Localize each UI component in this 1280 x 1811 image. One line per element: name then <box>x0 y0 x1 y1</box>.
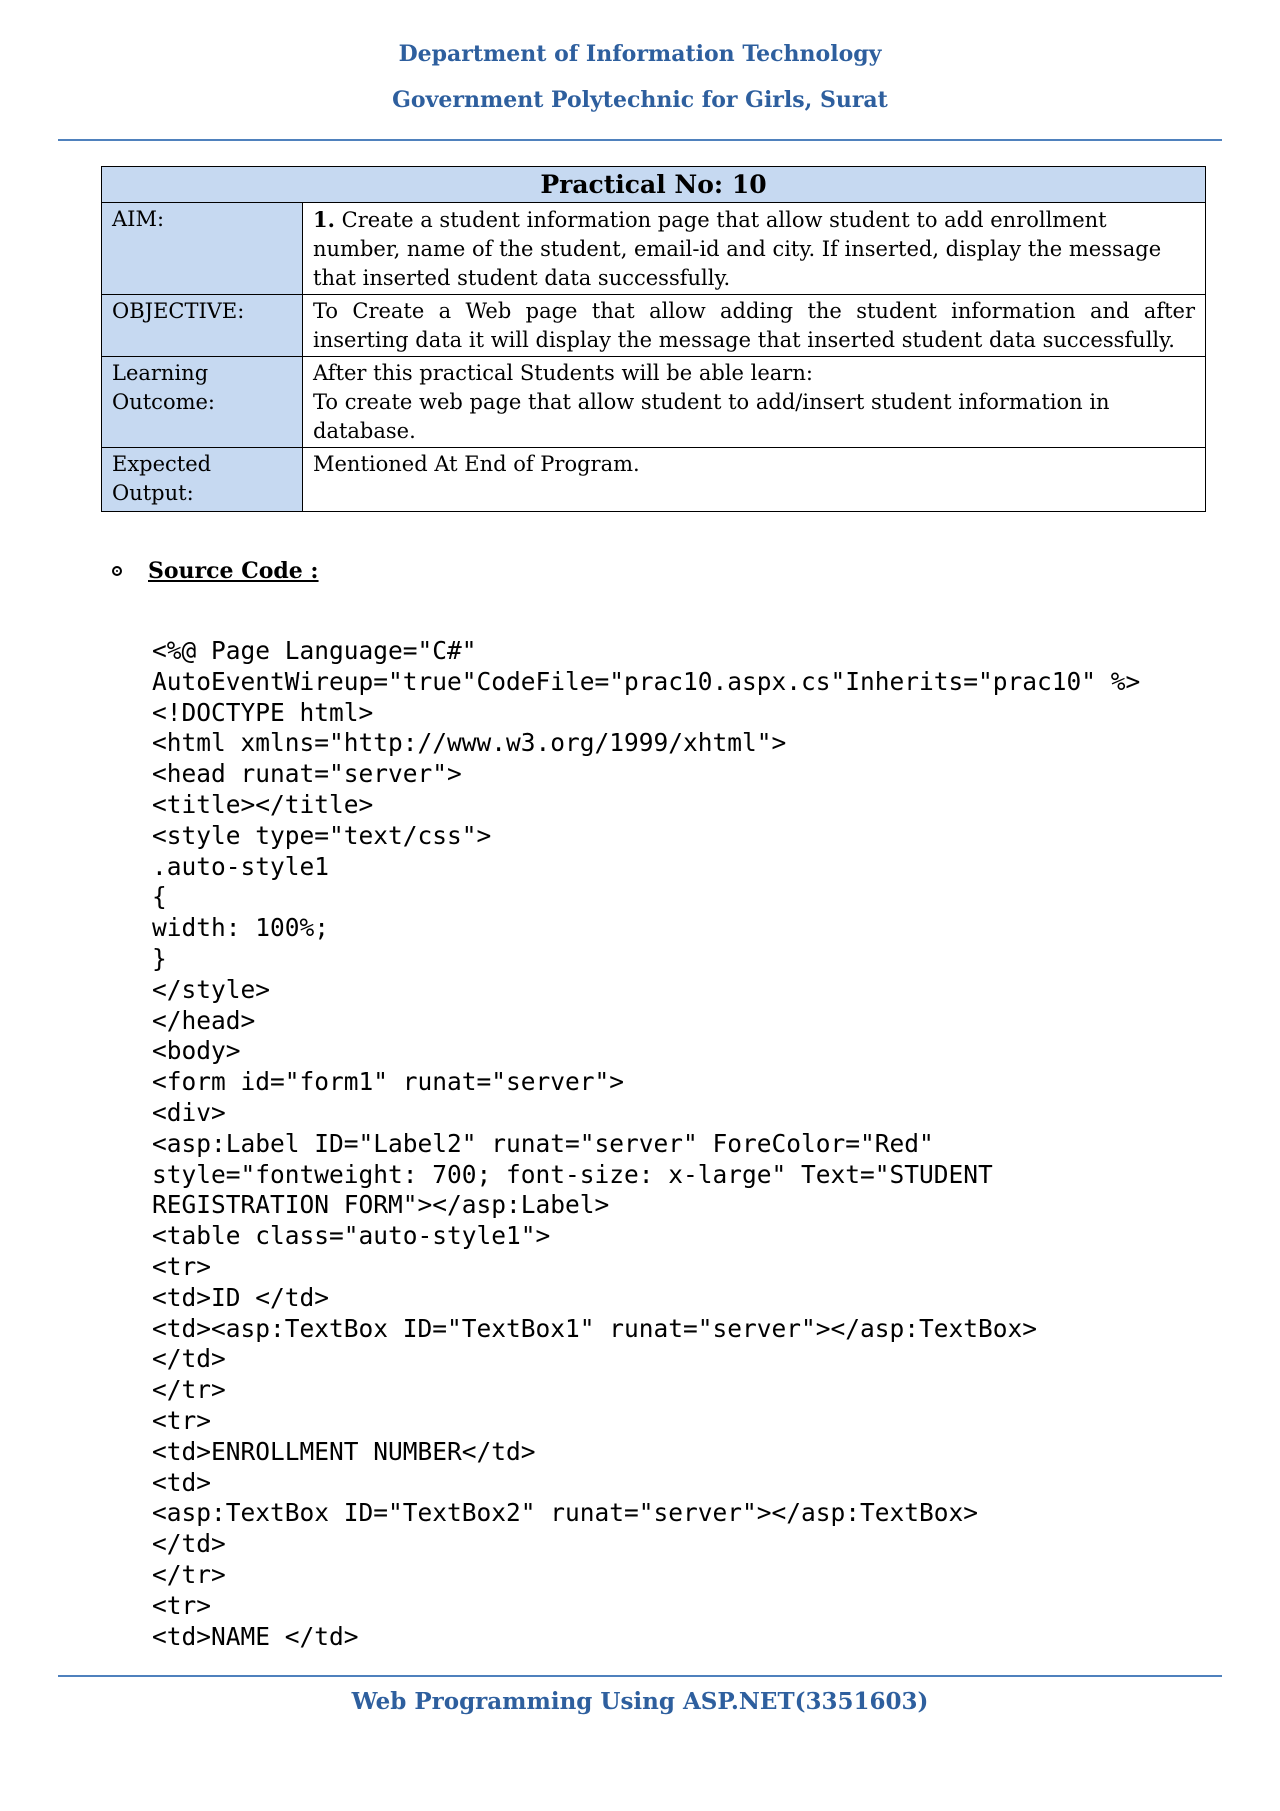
code-line: width: 100%; <box>152 913 330 943</box>
learning-outcome-line2: To create web page that allow student to add/insert student information in database. <box>313 390 1110 443</box>
source-code-block <box>152 636 1140 1652</box>
practical-title: Practical No: 10 <box>102 167 1206 203</box>
code-line: } <box>152 943 167 973</box>
code-line: <tr> <box>152 1405 212 1435</box>
aim-label: AIM: <box>102 203 303 295</box>
institute-name: Government Polytechnic for Girls, Surat <box>392 87 888 113</box>
code-line: <td>ID </td> <box>152 1282 330 1312</box>
code-line: <title></title> <box>152 789 374 819</box>
code-line: <body> <box>152 1036 241 1066</box>
code-line: <table class="auto-style1"> <box>152 1221 551 1251</box>
learning-outcome-value <box>303 357 1206 448</box>
code-line: </td> <box>152 1529 226 1559</box>
code-line: <asp:TextBox ID="TextBox2" runat="server"></asp:TextBox> <box>152 1498 979 1528</box>
learning-outcome-label: Learning Outcome: <box>102 357 303 448</box>
code-line: <td>NAME </td> <box>152 1621 359 1651</box>
code-line: <!DOCTYPE html> <box>152 697 374 727</box>
header-divider <box>58 139 1222 141</box>
code-line: </tr> <box>152 1559 226 1589</box>
table-row <box>102 295 1206 357</box>
bullet-icon <box>112 566 122 576</box>
page-header <box>0 40 1280 114</box>
table-title-row <box>102 167 1206 203</box>
expected-output-value: Mentioned At End of Program. <box>303 448 1206 512</box>
objective-value: To Create a Web page that allow adding the student information and after inserting data it will display the message that inserted student data successfully. <box>303 295 1206 357</box>
code-line: <tr> <box>152 1251 212 1281</box>
code-line: <asp:Label ID="Label2" runat="server" ForeColor="Red" <box>152 1128 934 1158</box>
code-line: <head runat="server"> <box>152 759 462 789</box>
aim-value <box>303 203 1206 295</box>
table-row <box>102 203 1206 295</box>
code-line: <html xmlns="http://www.w3.org/1999/xhtml"> <box>152 728 787 758</box>
source-code-heading <box>112 558 319 584</box>
objective-label: OBJECTIVE: <box>102 295 303 357</box>
code-line: <td>ENROLLMENT NUMBER</td> <box>152 1436 536 1466</box>
source-code-title: Source Code : <box>148 558 319 584</box>
code-line: </tr> <box>152 1375 226 1405</box>
practical-info-table <box>101 166 1206 512</box>
table-row <box>102 448 1206 512</box>
code-line: </head> <box>152 1005 256 1035</box>
code-line: <style type="text/css"> <box>152 820 492 850</box>
expected-output-label: Expected Output: <box>102 448 303 512</box>
code-line: </style> <box>152 974 271 1004</box>
code-line: AutoEventWireup="true"CodeFile="prac10.aspx.cs"Inherits="prac10" %> <box>152 666 1141 696</box>
code-line: <tr> <box>152 1590 212 1620</box>
code-line: <td> <box>152 1467 212 1497</box>
code-line: <td><asp:TextBox ID="TextBox1" runat="server"></asp:TextBox> <box>152 1313 1038 1343</box>
department-name: Department of Information Technology <box>398 41 882 67</box>
aim-text: Create a student information page that allow student to add enrollment number, name of the student, email-id and city. If inserted, display the message that inserted student data successfully. <box>313 208 1162 290</box>
code-line: { <box>152 882 167 912</box>
code-line: <%@ Page Language="C#" <box>152 636 477 665</box>
code-line: <div> <box>152 1097 226 1127</box>
footer-divider <box>58 1675 1222 1677</box>
page-footer: Web Programming Using ASP.NET(3351603) <box>351 1688 929 1715</box>
code-line: </td> <box>152 1344 226 1374</box>
code-line: .auto-style1 <box>152 851 330 881</box>
learning-outcome-line1: After this practical Students will be able learn: <box>313 361 813 385</box>
code-line: REGISTRATION FORM"></asp:Label> <box>152 1190 610 1220</box>
aim-number: 1. <box>313 207 335 232</box>
table-row <box>102 357 1206 448</box>
code-line: style="fontweight: 700; font-size: x-large" Text="STUDENT <box>152 1159 993 1189</box>
code-line: <form id="form1" runat="server"> <box>152 1067 625 1097</box>
